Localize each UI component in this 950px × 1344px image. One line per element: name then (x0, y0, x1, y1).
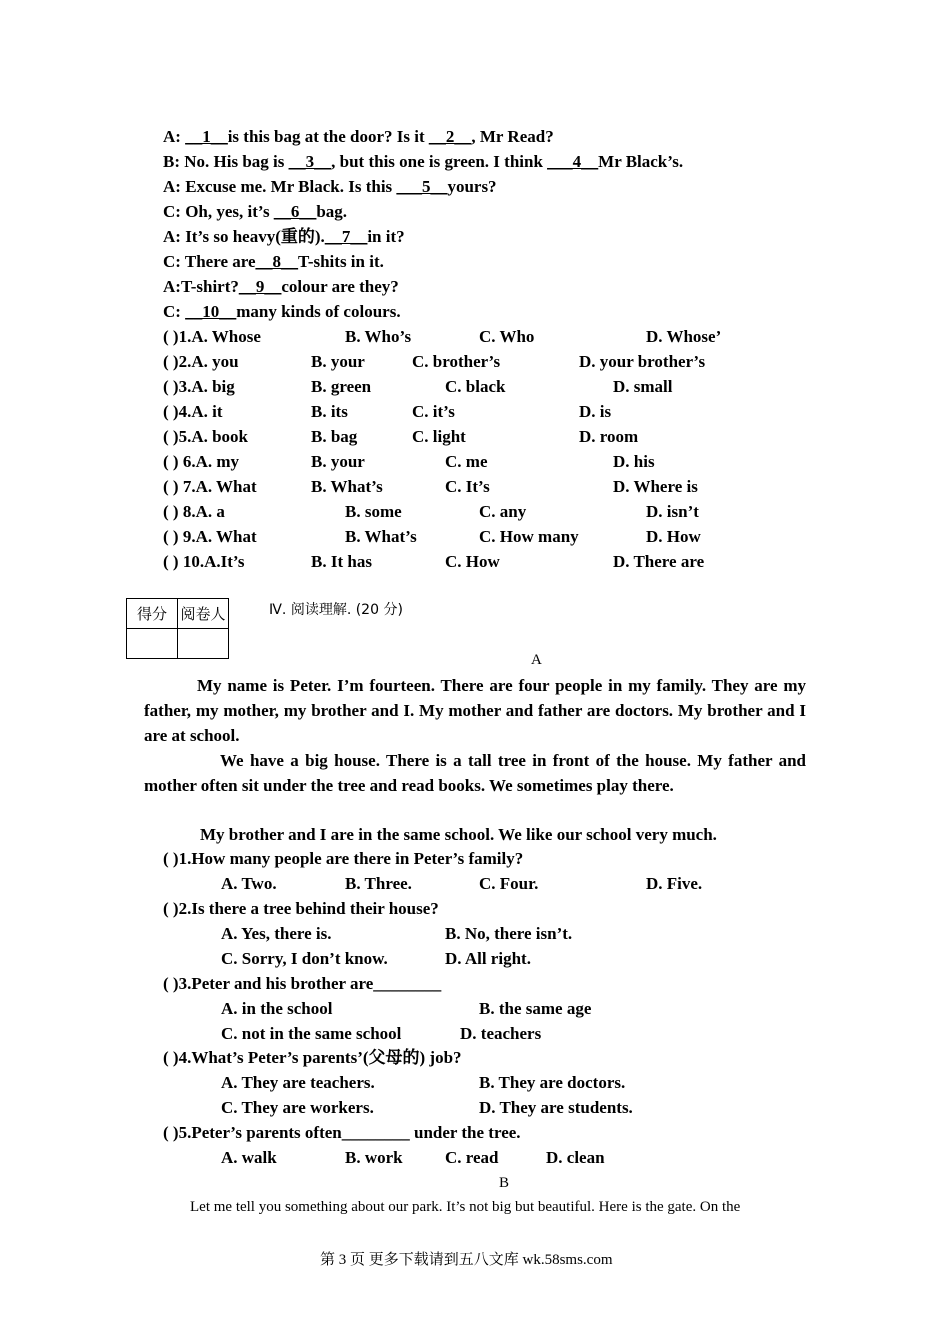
reading-question-1: ( )1.How many people are there in Peter’s family? (163, 849, 524, 868)
blank-6: __6__ (273, 202, 317, 221)
score-cell[interactable] (127, 629, 178, 659)
blank-2: __2__ (428, 127, 472, 146)
reading-question-5: ( )5.Peter’s parents often________ under the tree. (163, 1123, 521, 1142)
passage-a-paragraph-3: My brother and I are in the same school. We like our school very much. (200, 825, 717, 844)
dialogue-line-6: C: There are__8__T-shits in it. (163, 252, 384, 271)
blank-10: __10__ (185, 302, 237, 321)
blank-9: __9__ (238, 277, 282, 296)
dialogue-line-3: A: Excuse me. Mr Black. Is this ___5__yours? (163, 177, 497, 196)
score-header: 得分 (127, 599, 178, 629)
blank-1: __1__ (185, 127, 228, 146)
section-title: Ⅳ. 阅读理解. (20 分) (269, 602, 403, 618)
dialogue-line-8: C: __10__many kinds of colours. (163, 302, 401, 321)
blank-4: ___4__ (547, 152, 599, 171)
blank-5: ___5__ (396, 177, 448, 196)
blank-8: __8__ (255, 252, 299, 271)
reading-question-2: ( )2.Is there a tree behind their house? (163, 899, 439, 918)
page-footer: 第 3 页 更多下载请到五八文库 wk.58sms.com (320, 1252, 613, 1268)
dialogue-line-5: A: It’s so heavy(重的).__7__in it? (163, 227, 405, 246)
passage-b-first-line: Let me tell you something about our park. It’s not big but beautiful. Here is the gate. On the (190, 1199, 741, 1215)
reading-question-3: ( )3.Peter and his brother are________ (163, 974, 442, 993)
grader-cell[interactable] (178, 629, 229, 659)
dialogue-line-4: C: Oh, yes, it’s __6__bag. (163, 202, 348, 221)
grader-header: 阅卷人 (178, 599, 229, 629)
dialogue-line-7: A:T-shirt?__9__colour are they? (163, 277, 399, 296)
blank-7: __7__ (324, 227, 368, 246)
score-table (126, 598, 229, 659)
passage-a-paragraph-2: We have a big house. There is a tall tree in front of the house. My father and mother often sit under the tree and read books. We sometimes play there. (144, 751, 806, 795)
blank-3: __3__ (288, 152, 332, 171)
passage-a-paragraph-1: My name is Peter. I’m fourteen. There are four people in my family. They are my father, my mother, my brother and I. My mother and father are doctors. My brother and I are at school. (144, 676, 806, 745)
reading-question-4: ( )4.What’s Peter’s parents’(父母的) job? (163, 1048, 462, 1067)
dialogue-line-2: B: No. His bag is __3__, but this one is green. I think ___4__Mr Black’s. (163, 152, 684, 171)
passage-a-label: A (531, 652, 542, 668)
dialogue-line-1: A: __1__is this bag at the door? Is it __2__, Mr Read? (163, 127, 554, 146)
passage-b-label: B (499, 1175, 510, 1191)
